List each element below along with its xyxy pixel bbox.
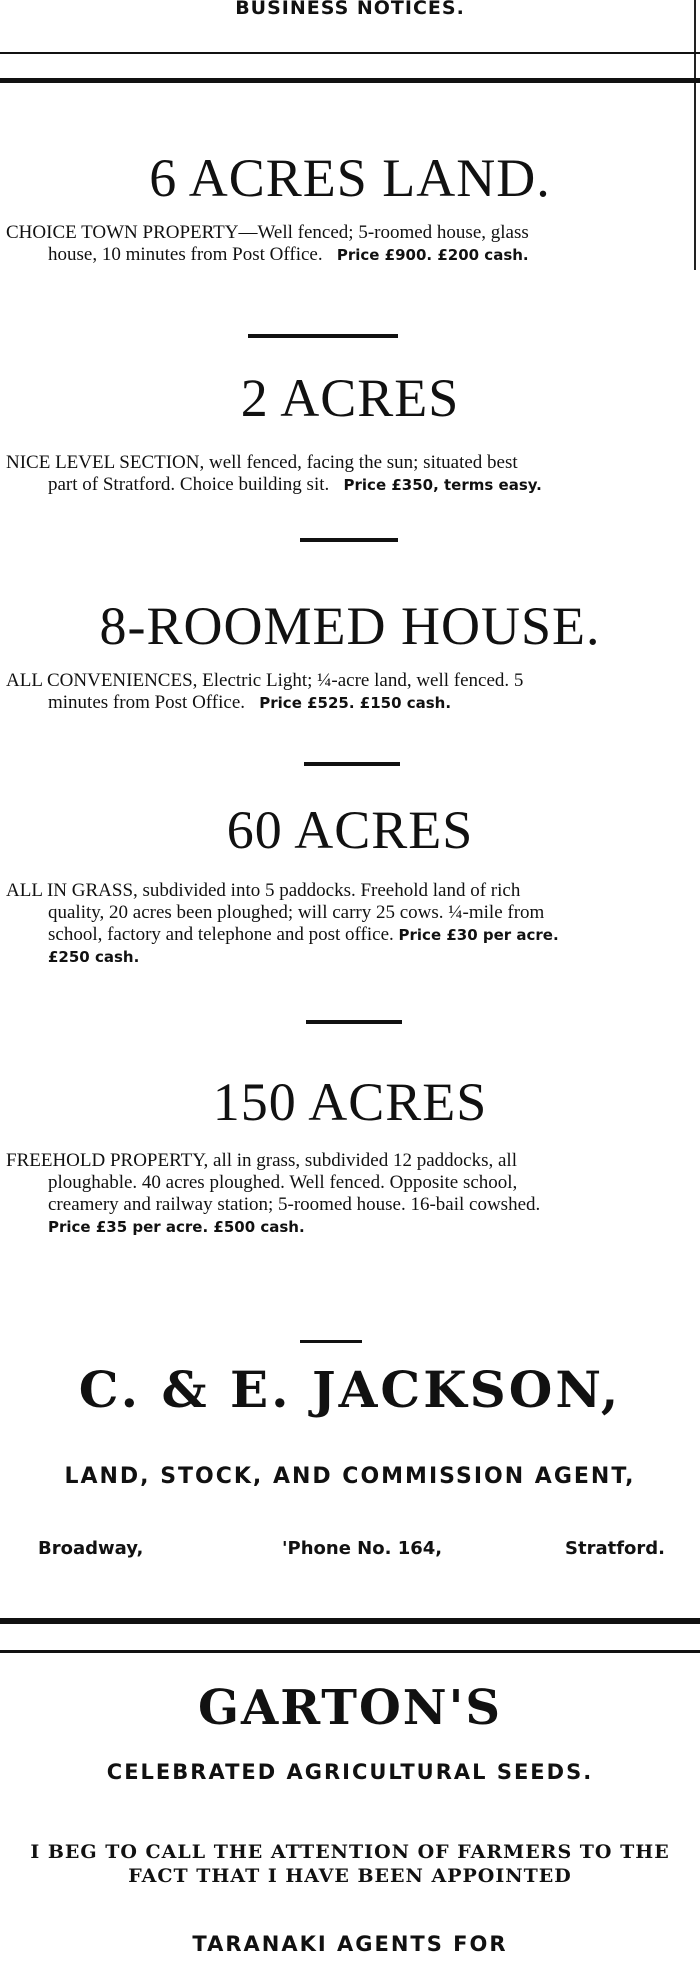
- separator-rule: [300, 538, 398, 542]
- listing-title-6-acres: 6 ACRES LAND.: [149, 148, 551, 208]
- listing-title-8-roomed-house: 8-ROOMED HOUSE.: [99, 596, 601, 656]
- listing-body-60-acres: ALL IN GRASS, subdivided into 5 paddocks. Freehold land of rich quality, 20 acres been ploughed; will carry 25 cows. ¼-mile from school, factory and telephone and post office. Price £30 per acre. £250 cash.: [6, 880, 676, 968]
- agent-town: Stratford.: [565, 1538, 665, 1559]
- agent-street: Broadway,: [38, 1538, 144, 1559]
- top-rule-thin: [0, 52, 700, 54]
- garton-subtitle: CELEBRATED AGRICULTURAL SEEDS.: [106, 1760, 594, 1784]
- top-rule-thick: [0, 78, 700, 83]
- garton-line-3: TARANAKI AGENTS FOR: [192, 1932, 508, 1956]
- garton-title: GARTON'S: [197, 1680, 503, 1736]
- separator-rule: [300, 1340, 362, 1343]
- listing-body-150-acres: FREEHOLD PROPERTY, all in grass, subdivided 12 paddocks, all ploughable. 40 acres ploughed. Well fenced. Opposite school, creamery and railway station; 5-roomed house. 16-bail cowshed. Price £35 per acre. £500 cash.: [6, 1150, 676, 1238]
- separator-rule: [304, 762, 400, 766]
- garton-line-1: I BEG TO CALL THE ATTENTION OF FARMERS TO THE: [30, 1841, 670, 1863]
- listing-title-60-acres: 60 ACRES: [226, 800, 474, 860]
- price-8-roomed-house: Price £525. £150 cash.: [259, 694, 452, 712]
- listing-body-2-acres: NICE LEVEL SECTION, well fenced, facing the sun; situated best part of Stratford. Choice building sit. Price £350, terms easy.: [6, 452, 542, 495]
- separator-rule: [248, 334, 398, 338]
- price-60-acres: Price £30 per acre.: [398, 926, 559, 944]
- listing-body-8-roomed-house: ALL CONVENIENCES, Electric Light; ¼-acre land, well fenced. 5 minutes from Post Office. Price £525. £150 cash.: [6, 670, 524, 713]
- price-2-acres: Price £350, terms easy.: [343, 476, 542, 494]
- agent-phone: 'Phone No. 164,: [282, 1538, 443, 1559]
- listing-body-6-acres: CHOICE TOWN PROPERTY—Well fenced; 5-roomed house, glass house, 10 minutes from Post Office. Price £900. £200 cash.: [6, 222, 529, 265]
- separator-rule: [306, 1020, 402, 1024]
- divider-rule-thin: [0, 1650, 700, 1653]
- divider-rule-thick: [0, 1618, 700, 1624]
- section-header: BUSINESS NOTICES.: [235, 0, 465, 19]
- column-rule: [694, 0, 696, 270]
- agent-subtitle: LAND, STOCK, AND COMMISSION AGENT,: [64, 1464, 636, 1489]
- price-6-acres: Price £900. £200 cash.: [336, 246, 529, 264]
- listing-title-150-acres: 150 ACRES: [212, 1072, 488, 1132]
- price-150-acres: Price £35 per acre. £500 cash.: [48, 1218, 305, 1236]
- agent-name: C. & E. JACKSON,: [78, 1360, 622, 1419]
- cash-60-acres: £250 cash.: [48, 948, 140, 966]
- garton-line-2: FACT THAT I HAVE BEEN APPOINTED: [128, 1865, 572, 1887]
- listing-title-2-acres: 2 ACRES: [240, 368, 460, 428]
